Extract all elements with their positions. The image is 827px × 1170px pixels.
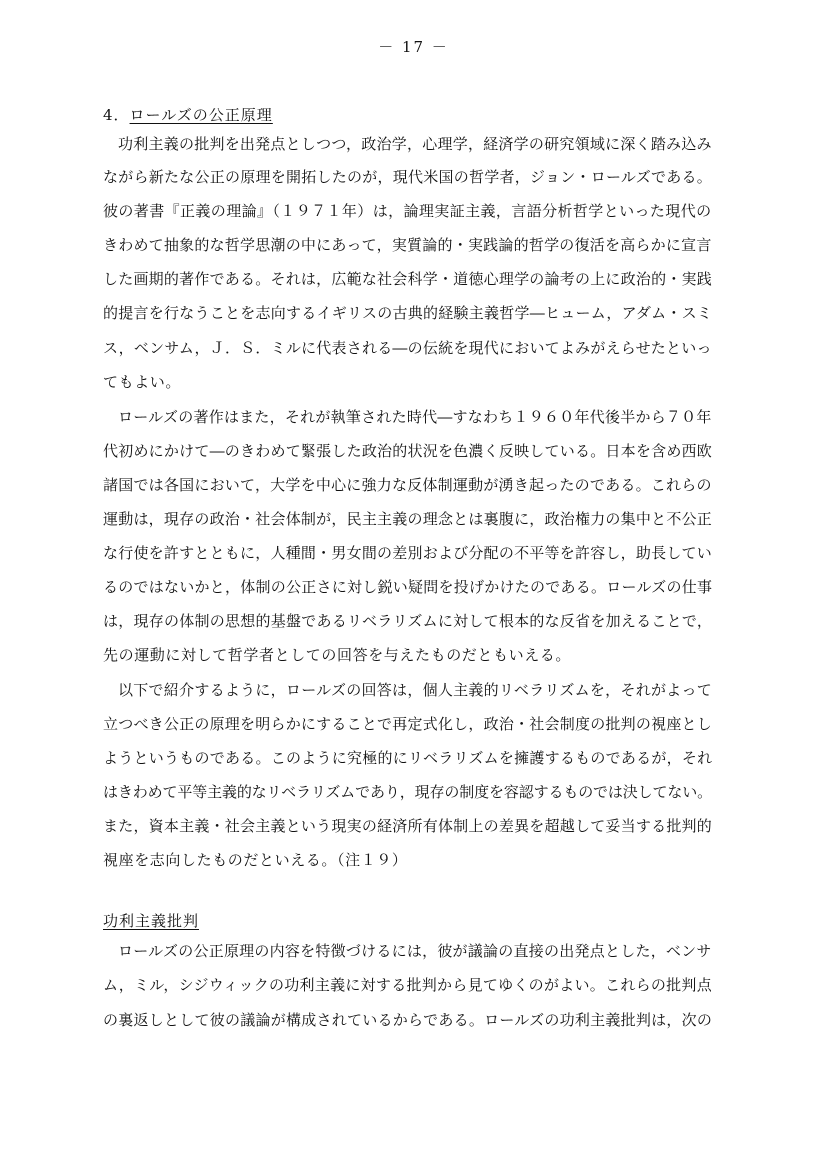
text-line: ロールズの公正原理の内容を特徴づけるには，彼が議論の直接の出発点とした，ベンサ — [118, 942, 712, 960]
text-line: ム，ミル，シジウィックの功利主義に対する批判から見てゆくのがよい。これらの批判点 — [103, 976, 712, 994]
subsection-heading-utilitarianism-critique — [103, 910, 199, 931]
text-line: 代初めにかけて―のきわめて緊張した政治的状況を色濃く反映している。日本を含め西欧 — [103, 442, 713, 460]
text-line: 立つべき公正の原理を明らかにすることで再定式化し，政治・社会制度の批判の視座とし — [103, 715, 713, 733]
text-line: は，現存の体制の思想的基盤であるリベラリズムに対して根本的な反省を加えることで， — [103, 612, 713, 630]
subsection-heading-title: 功利主義批判 — [103, 912, 200, 930]
text-line: きわめて抽象的な哲学思潮の中にあって，実質論的・実践論的哲学の復活を高らかに宣言 — [103, 236, 712, 254]
section-heading-rawls-fairness — [103, 104, 273, 125]
text-line: ながら新たな公正の原理を開拓したのが，現代米国の哲学者，ジョン・ロールズである。 — [103, 168, 712, 186]
text-line: 運動は，現存の政治・社会体制が，民主主義の理念とは裏腹に，政治権力の集中と不公正 — [103, 510, 713, 528]
text-line: 先の運動に対して哲学者としての回答を与えたものだともいえる。 — [103, 646, 572, 664]
page-number: － 17 － — [378, 38, 449, 56]
text-line: ようというものである。このように究極的にリベラリズムを擁護するものであるが，それ — [103, 749, 713, 767]
section-heading-number: 4． — [103, 106, 130, 124]
section-heading-title: ロールズの公正原理 — [129, 106, 273, 124]
text-line: 視座を志向したものだといえる。（注１９） — [103, 851, 408, 869]
text-line: 功利主義の批判を出発点としつつ，政治学，心理学，経済学の研究領域に深く踏み込み — [118, 135, 712, 153]
text-line: てもよい。 — [103, 373, 182, 391]
text-line: るのではないかと，体制の公正さに対し鋭い疑問を投げかけたのである。ロールズの仕事 — [103, 578, 713, 596]
text-line: した画期的著作である。それは，広範な社会科学・道徳心理学の論考の上に政治的・実践 — [103, 270, 713, 288]
text-line: 諸国では各国において，大学を中心に強力な反体制運動が湧き起ったのである。これらの — [103, 476, 712, 494]
text-line: ロールズの著作はまた，それが執筆された時代―すなわち１９６０年代後半から７０年 — [118, 408, 712, 426]
text-line: 彼の著書『正義の理論』（１９７１年）は，論理実証主義，言語分析哲学といった現代の — [103, 202, 712, 220]
text-line: はきわめて平等主義的なリベラリズムであり，現存の制度を容認するものでは決してない。 — [103, 783, 713, 801]
text-line: な行使を許すとともに，人種間・男女間の差別および分配の不平等を許容し，助長してい — [103, 544, 713, 562]
text-line: ス，ベンサム，Ｊ．Ｓ．ミルに代表される―の伝統を現代においてよみがえらせたといっ — [103, 339, 712, 357]
text-line: 的提言を行なうことを志向するイギリスの古典的経験主義哲学―ヒューム，アダム・スミ — [103, 304, 713, 322]
text-line: の裏返しとして彼の議論が構成されているからである。ロールズの功利主義批判は，次の — [103, 1011, 713, 1029]
text-line: また，資本主義・社会主義という現実の経済所有体制上の差異を超越して妥当する批判的 — [103, 817, 713, 835]
text-line: 以下で紹介するように，ロールズの回答は，個人主義的リベラリズムを，それがよって — [118, 681, 713, 699]
